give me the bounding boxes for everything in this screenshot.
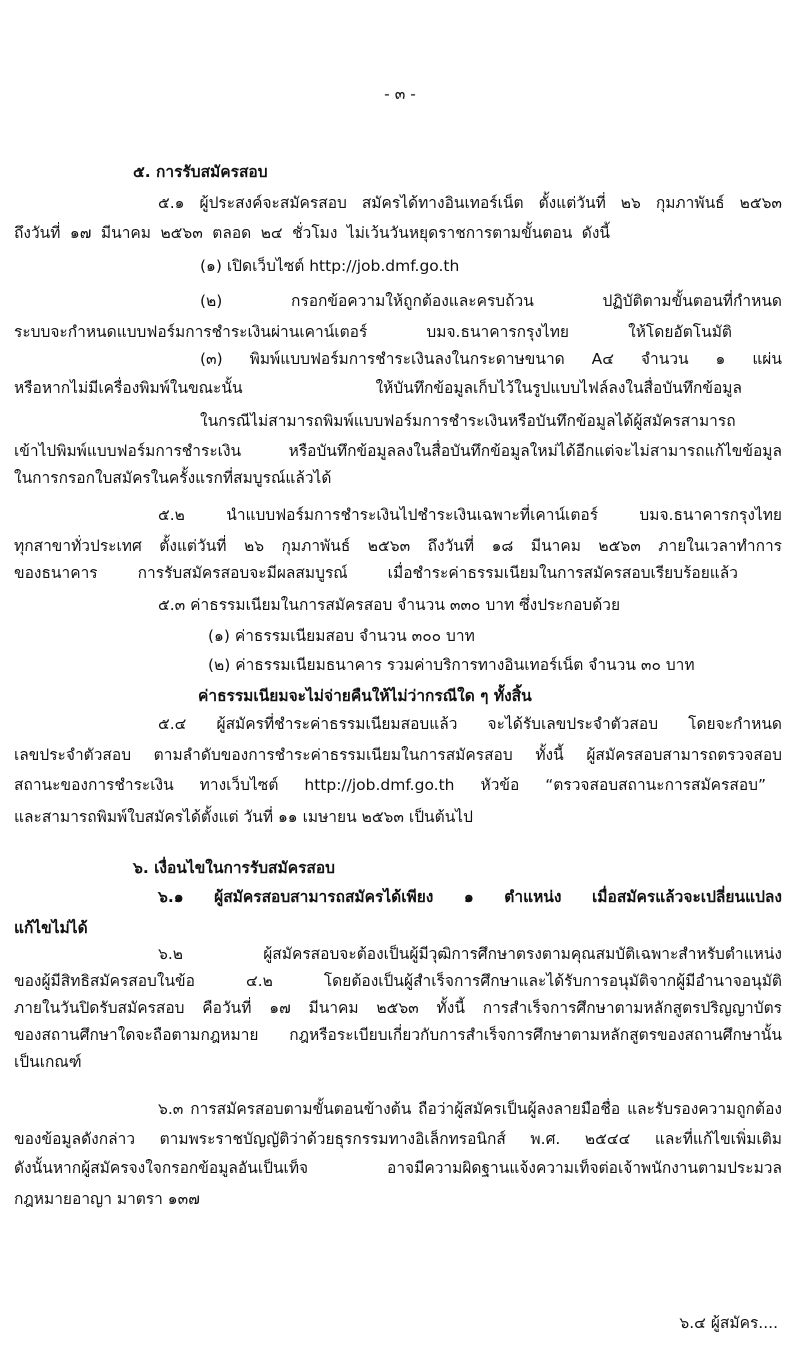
fee-item-2: (๒) ค่าธรรมเนียมธนาคาร รวมค่าบริการทางอินเทอร์เน็ต จำนวน ๓๐ บาท	[208, 656, 695, 674]
para-6-3-line-3: ดังนั้นหากผู้สมัครจงใจกรอกข้อมูลอันเป็นเท็จ อาจมีความผิดฐานแจ้งความเท็จต่อเจ้าพนักงานตามประมวล	[14, 1159, 782, 1177]
step-1-open-website: (๑) เปิดเว็บไซต์ http://job.dmf.go.th	[200, 257, 460, 275]
para-6-2-line-3: ภายในวันปิดรับสมัครสอบ คือวันที่ ๑๗ มีนาคม ๒๕๖๓ ทั้งนี้ การสำเร็จการศึกษาตามหลักสูตรปริญญาบัตร	[14, 999, 782, 1017]
fee-item-1: (๑) ค่าธรรมเนียมสอบ จำนวน ๓๐๐ บาท	[208, 627, 475, 645]
para-5-4-line-1: ๕.๔ ผู้สมัครที่ชำระค่าธรรมเนียมสอบแล้ว จะได้รับเลขประจำตัวสอบ โดยจะกำหนด	[158, 715, 782, 733]
step-3-line-2: หรือหากไม่มีเครื่องพิมพ์ในขณะนั้น ให้บันทึกข้อมูลเก็บไว้ในรูปแบบไฟล์ลงในสื่อบันทึกข้อมูล	[14, 379, 742, 397]
para-5-4-line-2: เลขประจำตัวสอบ ตามลำดับของการชำระค่าธรรมเนียมในการสมัครสอบ ทั้งนี้ ผู้สมัครสอบสามารถตรวจสอบ	[14, 746, 782, 764]
para-6-1-line-2: แก้ไขไม่ได้	[14, 919, 88, 937]
para-6-2-line-1: ๖.๒ ผู้สมัครสอบจะต้องเป็นผู้มีวุฒิการศึกษาตรงตามคุณสมบัติเฉพาะสำหรับตำแหน่ง	[158, 945, 782, 963]
para-6-1-line-1: ๖.๑ ผู้สมัครสอบสามารถสมัครได้เพียง ๑ ตำแหน่ง เมื่อสมัครแล้วจะเปลี่ยนแปลง	[158, 888, 782, 906]
step-2-line-1: (๒) กรอกข้อความให้ถูกต้องและครบถ้วน ปฏิบัติตามขั้นตอนที่กำหนด	[200, 292, 782, 310]
para-5-4-line-3: สถานะของการชำระเงิน ทางเว็บไซต์ http://job.dmf.go.th หัวข้อ “ตรวจสอบสถานะการสมัครสอบ”	[14, 776, 766, 794]
para-6-2-line-5: เป็นเกณฑ์	[14, 1053, 82, 1071]
note-line-1: ในกรณีไม่สามารถพิมพ์แบบฟอร์มการชำระเงินหรือบันทึกข้อมูลได้ผู้สมัครสามารถ	[200, 412, 736, 430]
para-5-3: ๕.๓ ค่าธรรมเนียมในการสมัครสอบ จำนวน ๓๓๐ บาท ซึ่งประกอบด้วย	[158, 596, 621, 614]
section-5-heading: ๕. การรับสมัครสอบ	[133, 163, 268, 181]
page-number: - ๓ -	[384, 85, 416, 103]
continuation-note: ๖.๔ ผู้สมัคร....	[679, 1314, 778, 1332]
section-6-heading: ๖. เงื่อนไขในการรับสมัครสอบ	[133, 859, 336, 877]
para-6-3-line-2: ของข้อมูลดังกล่าว ตามพระราชบัญญัติว่าด้วยธุรกรรมทางอิเล็กทรอนิกส์ พ.ศ. ๒๕๔๔ และที่แก้ไขเพิ่มเติม	[14, 1130, 782, 1148]
para-5-4-line-4: และสามารถพิมพ์ใบสมัครได้ตั้งแต่ วันที่ ๑๑ เมษายน ๒๕๖๓ เป็นต้นไป	[14, 808, 473, 826]
para-6-3-line-1: ๖.๓ การสมัครสอบตามขั้นตอนข้างต้น ถือว่าผู้สมัครเป็นผู้ลงลายมือชื่อ และรับรองความถูกต้อง	[158, 1100, 782, 1118]
para-5-2-line-2: ทุกสาขาทั่วประเทศ ตั้งแต่วันที่ ๒๖ กุมภาพันธ์ ๒๕๖๓ ถึงวันที่ ๑๘ มีนาคม ๒๕๖๓ ภายในเวลาทำการ	[14, 537, 782, 555]
para-6-2-line-4: ของสถานศึกษาใดจะถือตามกฎหมาย กฎหรือระเบียบเกี่ยวกับการสำเร็จการศึกษาตามหลักสูตรของสถานศึกษานั้น	[14, 1026, 782, 1044]
note-line-3: ในการกรอกใบสมัครในครั้งแรกที่สมบูรณ์แล้วได้	[14, 469, 332, 487]
para-5-1-line-1: ๕.๑ ผู้ประสงค์จะสมัครสอบ สมัครได้ทางอินเทอร์เน็ต ตั้งแต่วันที่ ๒๖ กุมภาพันธ์ ๒๕๖๓	[158, 194, 782, 212]
fee-no-refund-note: ค่าธรรมเนียมจะไม่จ่ายคืนให้ไม่ว่ากรณีใด ๆ ทั้งสิ้น	[198, 687, 532, 705]
note-line-2: เข้าไปพิมพ์แบบฟอร์มการชำระเงิน หรือบันทึกข้อมูลลงในสื่อบันทึกข้อมูลใหม่ได้อีกแต่จะไม่สามารถแก้ไขข้อมูล	[14, 442, 782, 460]
step-2-line-2: ระบบจะกำหนดแบบฟอร์มการชำระเงินผ่านเคาน์เตอร์ บมจ.ธนาคารกรุงไทย ให้โดยอัตโนมัติ	[14, 323, 732, 341]
para-5-1-line-2: ถึงวันที่ ๑๗ มีนาคม ๒๕๖๓ ตลอด ๒๔ ชั่วโมง ไม่เว้นวันหยุดราชการตามขั้นตอน ดังนี้	[14, 224, 610, 242]
para-5-2-line-3: ของธนาคาร การรับสมัครสอบจะมีผลสมบูรณ์ เมื่อชำระค่าธรรมเนียมในการสมัครสอบเรียบร้อยแล้ว	[14, 564, 738, 582]
step-3-line-1: (๓) พิมพ์แบบฟอร์มการชำระเงินลงในกระดาษขนาด A๔ จำนวน ๑ แผ่น	[200, 350, 782, 368]
para-5-2-line-1: ๕.๒ นำแบบฟอร์มการชำระเงินไปชำระเงินเฉพาะที่เคาน์เตอร์ บมจ.ธนาคารกรุงไทย	[158, 506, 782, 524]
para-6-3-line-4: กฎหมายอาญา มาตรา ๑๓๗	[14, 1190, 200, 1208]
para-6-2-line-2: ของผู้มีสิทธิสมัครสอบในข้อ ๔.๒ โดยต้องเป็นผู้สำเร็จการศึกษาและได้รับการอนุมัติจากผู้มีอำนาจอนุมัติ	[14, 972, 782, 990]
